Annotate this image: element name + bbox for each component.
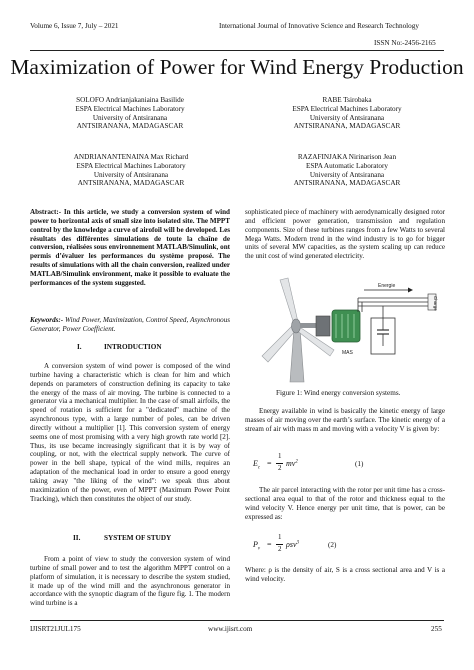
author-name: RAZAFINJAKA Nirinarison Jean [297, 153, 397, 161]
load-label: Charge [433, 296, 438, 311]
blade-shape [280, 278, 298, 324]
figure-caption: Figure 1: Wind energy conversion systems. [276, 389, 401, 397]
journal-name: International Journal of Innovative Science and Research Technology [219, 22, 419, 30]
tower-shape [290, 328, 304, 382]
equation-1-tag: (1) [355, 460, 364, 468]
author-block [70, 96, 190, 131]
gearbox-shape [316, 316, 330, 336]
author-location: ANTSIRANANA, MADAGASCAR [76, 122, 184, 131]
author-affiliation: ESPA Electrical Machines Laboratory [76, 161, 186, 170]
section-number: I. [77, 343, 82, 351]
right-paragraph: sophisticated piece of machinery with aerodynamically designed rotor and efficient power generation, transmission and regulation components. Size of these turbines ranges from a few Watts to several Mega Watts. Modern trend in the wind industry is to go for bigger units of several MW capacities, as the system scaling up can reduce the unit cost of wind generated electricity. [245, 208, 445, 261]
author-name: ANDRIANANTENAINA Max Richard [73, 153, 189, 161]
volume-issue: Volume 6, Issue 7, July – 2021 [30, 22, 119, 30]
section-title: INTRODUCTION [104, 343, 162, 351]
blade-shape [262, 326, 296, 362]
keywords-label: Keywords:- [30, 316, 64, 324]
paper-title: Maximization of Power for Wind Energy Production [10, 55, 464, 79]
author-name: RABE Tsirobaka [322, 96, 372, 104]
author-university: University of Antsiranana [93, 170, 169, 179]
section-title: SYSTEM OF STUDY [104, 534, 172, 542]
equation-2: $P_v$ = 1 2 ρsv$^3$ [253, 533, 300, 553]
hub-shape [292, 319, 301, 333]
author-name: SOLOFO Andrianjakaniaina Basilide [76, 96, 184, 104]
author-block [287, 153, 407, 188]
author-university: University of Antsiranana [309, 170, 385, 179]
study-paragraph: From a point of view to study the conversion system of wind turbine of small power and to test the algorithm MPPT control on a platform of simulation, it is necessary to describe the system studied, it made up of the wind mill and the asynchronous generator in accordance with the synoptic diagram of the figure fig. 1. The modern wind turbine is a [30, 555, 230, 608]
author-block [68, 153, 194, 188]
shaft-shape [300, 323, 318, 328]
author-affiliation: ESPA Electrical Machines Laboratory [292, 104, 402, 113]
mas-label: MAS [342, 350, 353, 356]
equation-1: $E_c$ = 1 2 $mv^2$ [253, 452, 298, 472]
energy-paragraph: Energy available in wind is basically the kinetic energy of large masses of air moving over the earth’s surface. The kinetic energy of a stream of air with mass m and moving with a velocity V is given by: [245, 407, 445, 433]
abstract: Abstract:- In this article, we study a conversion system of wind power to horizontal axis of small size into isolated site. The MPPT control by the knowledge a curve of airofoil will be developed. Les résultats des différentes simulations de toute la chaîne de conversion, réalisées sous environnement MATLAB/Simulink, ont permis d’évaluer les performances du système proposé. The results of simulations with all the chain conversion, realized under MATLAB/Simulink environment, make it possible to evaluate the performances of the system suggested. [30, 208, 230, 287]
keywords-text: Wind Power, Maximization, Control Speed, Asynchronous Generator, Power Coefficient. [30, 316, 230, 333]
footer-website: www.ijisrt.com [208, 625, 253, 633]
author-affiliation: ESPA Electrical Machines Laboratory [75, 104, 185, 113]
header-rule [30, 50, 444, 51]
footer-paper-id: IJISRT21JUL175 [30, 625, 81, 633]
author-location: ANTSIRANANA, MADAGASCAR [293, 122, 401, 131]
issn: ISSN No:-2456-2165 [374, 39, 436, 47]
author-university: University of Antsiranana [309, 113, 385, 122]
author-location: ANTSIRANANA, MADAGASCAR [293, 179, 401, 188]
author-affiliation: ESPA Automatic Laboratory [306, 161, 388, 170]
intro-paragraph: A conversion system of wind power is composed of the wind turbine having a characteristic which is clean for him and which depends on parameters of construction defining its capacity to take the energy of the mass of air moving. The turbine is connected to a generator via a mechanical multiplier. In the case of small airfoils, the speed of rotation is sufficient for a "dedicated" machine of the asynchronous type, with a large number of poles, can be driven directly without a multiplier [1]. This conversion system of energy seems one of most promising with a very high growth rate world [2]. Thus, its use became increasingly significant that it is by way of coupling, or not, with the electrical supply network. The curve of power in the bell shape, typical of the wind mills, requires an adaptation of the mechanical load in order to ensure a good energy taking away "the liking of the wind": we speak thus about maximization of the power, even of MPPT (Maximum Power Point Tracking), which then constitutes the object of our study. [30, 362, 230, 503]
author-university: University of Antsiranana [92, 113, 168, 122]
where-paragraph: Where: ρ is the density of air, S is a cross sectional area and V is a wind velocity. [245, 566, 445, 583]
page-number: 255 [431, 625, 442, 633]
author-block [287, 96, 407, 131]
wind-turbine-diagram [258, 276, 440, 384]
parcel-paragraph: The air parcel interacting with the rotor per unit time has a cross-sectional area equal to that of the rotor and thickness equal to the wind velocity V. Hence energy per unit time, that is power, can be expressed as: [245, 486, 445, 521]
energy-label: Energie [378, 283, 396, 289]
author-location: ANTSIRANANA, MADAGASCAR [77, 179, 185, 188]
equation-2-tag: (2) [328, 541, 337, 549]
keywords [30, 316, 230, 334]
footer-rule [30, 620, 444, 621]
section-number: II. [73, 534, 81, 542]
